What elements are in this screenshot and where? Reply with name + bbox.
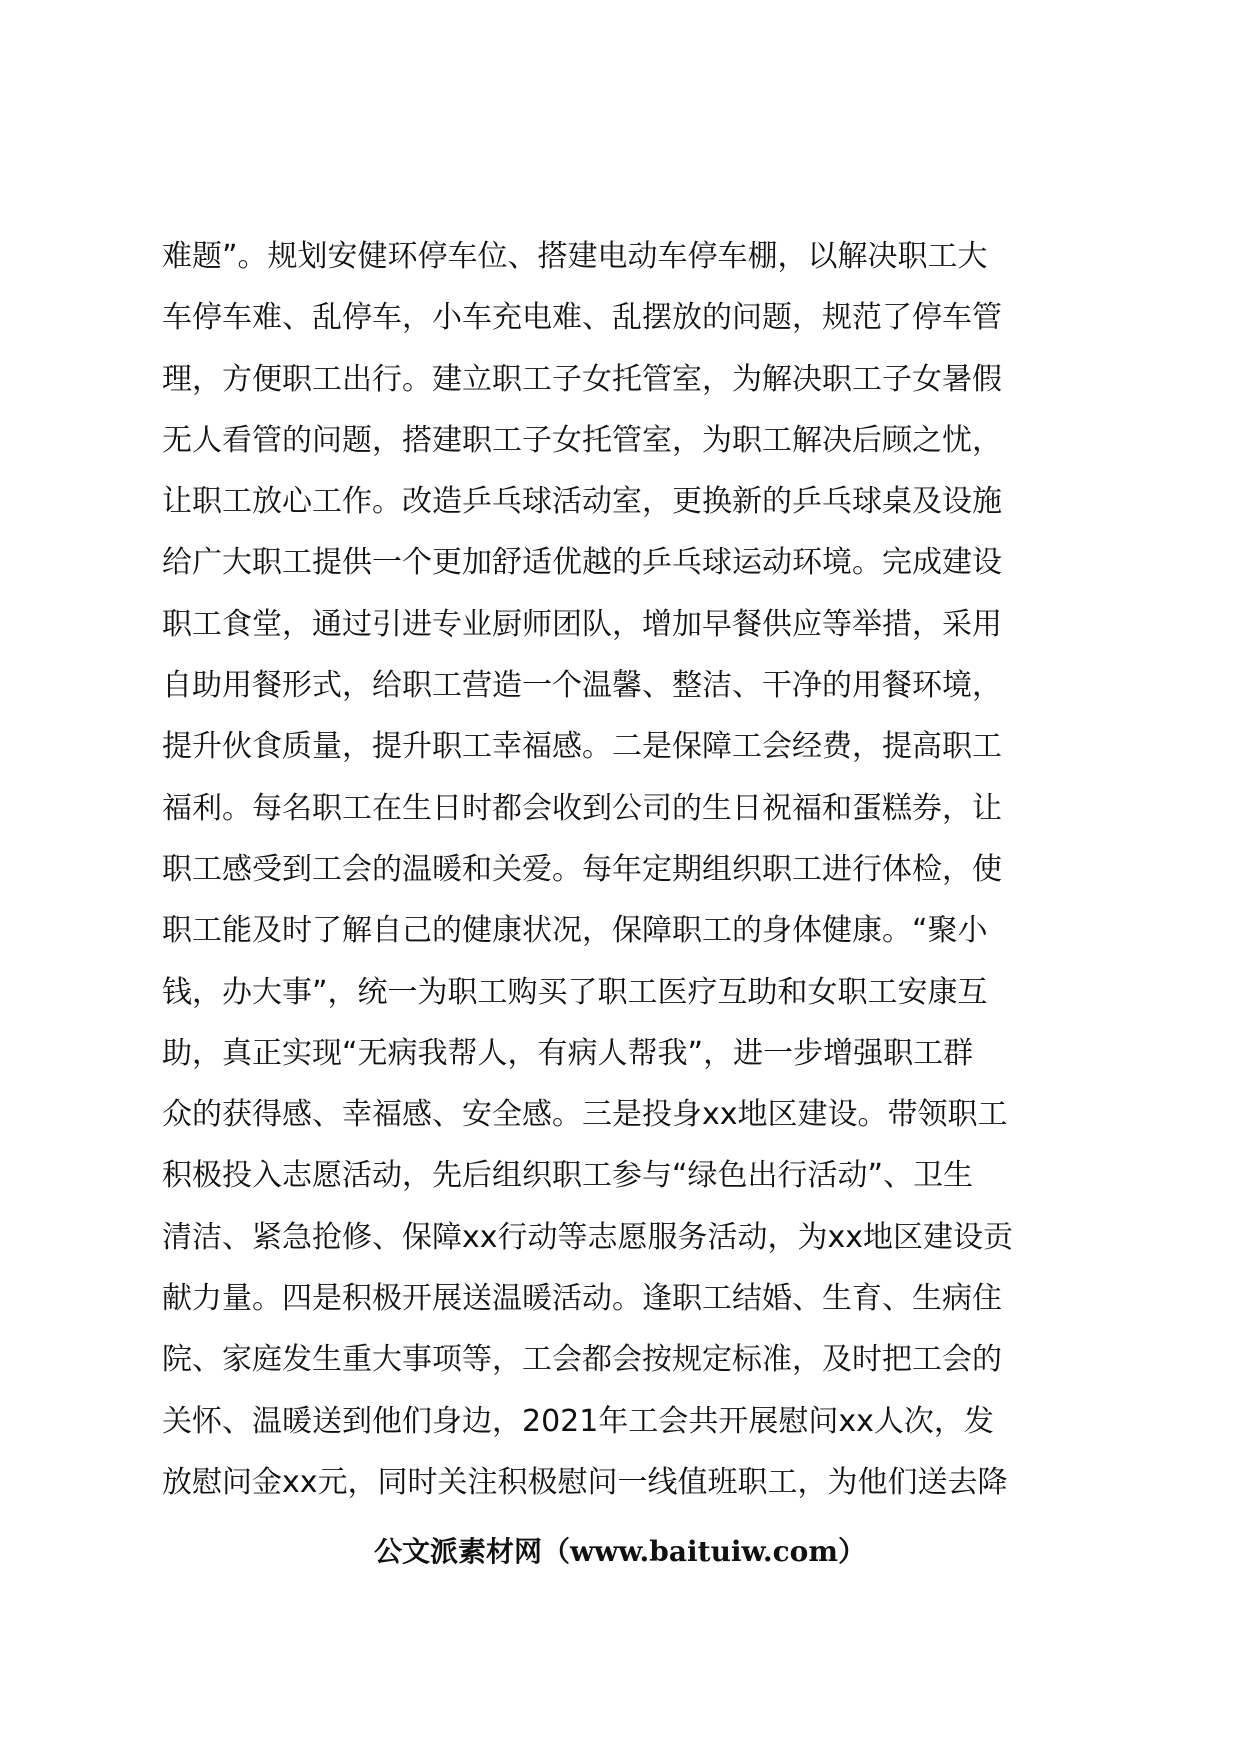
text-line: 福利。每名职工在生日时都会收到公司的生日祝福和蛋糕券，让 (162, 790, 1002, 826)
text-line: 积极投入志愿活动，先后组织职工参与“绿色出行活动”、卫生 (162, 1158, 974, 1194)
text-line: 钱，办大事”，统一为职工购买了职工医疗互助和女职工安康互 (162, 974, 988, 1010)
footer-watermark: 公文派素材网（www.baituiw.com） (374, 1535, 866, 1568)
text-line: 车停车难、乱停车，小车充电难、乱摆放的问题，规范了停车管 (162, 300, 1002, 336)
text-line: 关怀、温暖送到他们身边，2021年工会共开展慰问xx人次，发 (162, 1403, 994, 1439)
text-line: 院、家庭发生重大事项等，工会都会按规定标准，及时把工会的 (162, 1342, 1002, 1378)
text-line: 自助用餐形式，给职工营造一个温馨、整洁、干净的用餐环境， (162, 668, 1002, 704)
text-line: 职工感受到工会的温暖和关爱。每年定期组织职工进行体检，使 (162, 851, 1002, 887)
text-line: 理，方便职工出行。建立职工子女托管室，为解决职工子女暑假 (162, 361, 1002, 397)
text-line: 提升伙食质量，提升职工幸福感。二是保障工会经费，提高职工 (162, 729, 1002, 765)
text-line: 无人看管的问题，搭建职工子女托管室，为职工解决后顾之忧， (162, 422, 1002, 458)
body-text (162, 226, 1102, 1513)
text-line: 给广大职工提供一个更加舒适优越的乒乓球运动环境。完成建设 (162, 545, 1002, 581)
text-line: 众的获得感、幸福感、安全感。三是投身xx地区建设。带领职工 (162, 1097, 1008, 1133)
text-line: 难题”。规划安健环停车位、搭建电动车停车棚，以解决职工大 (162, 239, 988, 274)
text-line: 让职工放心工作。改造乒乓球活动室，更换新的乒乓球桌及设施 (162, 484, 1002, 520)
text-line: 放慰问金xx元，同时关注积极慰问一线值班职工，为他们送去降 (162, 1464, 1008, 1500)
text-line: 职工食堂，通过引进专业厨师团队，增加早餐供应等举措，采用 (162, 606, 1002, 642)
text-line: 职工能及时了解自己的健康状况，保障职工的身体健康。“聚小 (162, 913, 988, 949)
text-line: 献力量。四是积极开展送温暖活动。逢职工结婚、生育、生病住 (162, 1281, 1002, 1317)
text-line: 助，真正实现“无病我帮人，有病人帮我”，进一步增强职工群 (162, 1035, 974, 1071)
text-line: 清洁、紧急抢修、保障xx行动等志愿服务活动，为xx地区建设贡 (162, 1219, 1014, 1255)
